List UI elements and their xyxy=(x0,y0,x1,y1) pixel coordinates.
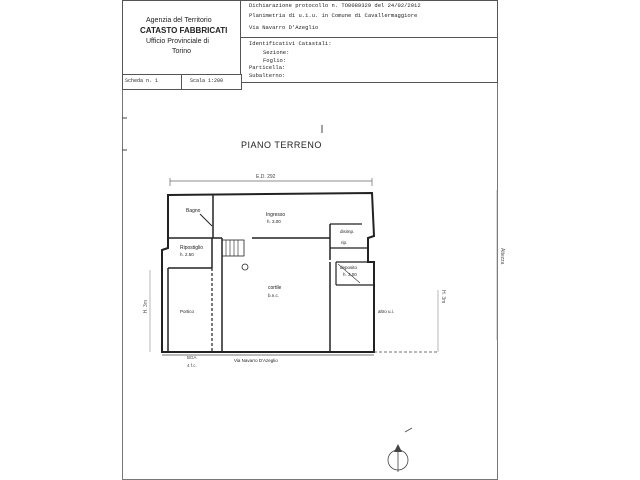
address-text: Via Navarro D'Azeglio xyxy=(249,24,319,31)
scheda-number: Scheda n. 1 xyxy=(125,78,159,84)
ident-label: Identificativi Catastali: xyxy=(249,40,332,47)
dim-bottom-left2: 4 f.c. xyxy=(187,363,197,368)
particella-label: Particella: xyxy=(249,64,286,71)
room-ingresso: Ingresso xyxy=(266,212,286,218)
scale-ratio: Scala 1:200 xyxy=(190,78,224,84)
dim-bottom-left: BGA xyxy=(187,355,197,360)
agency-line1: Agenzia del Territorio xyxy=(146,17,212,24)
room-altro: altro u.i. xyxy=(378,309,395,314)
subalterno-label: Subalterno: xyxy=(249,72,286,79)
room-ingresso-height: h. 3.00 xyxy=(267,219,281,224)
room-deposito-height: h. 3.00 xyxy=(343,272,357,277)
plan-description: Planimetria di u.i.u. in Comune di Cavallermaggiore xyxy=(249,12,418,19)
room-disimpegno: disimp. xyxy=(340,229,355,234)
staircase xyxy=(222,240,244,256)
protocol-text: Dichiarazione protocollo n. TO0089329 del 24/02/2012 xyxy=(249,2,421,9)
room-ripostiglio-height: h. 2.50 xyxy=(180,252,194,257)
room-cortile: cortile xyxy=(268,285,282,291)
agency-line2: CATASTO FABBRICATI xyxy=(140,26,228,35)
bagno-diagonal xyxy=(200,214,212,226)
ns-marker xyxy=(405,428,412,432)
room-cortile-sub: b.n.c. xyxy=(268,293,280,298)
room-portico: Portico xyxy=(180,309,195,314)
north-arrow-head xyxy=(394,444,402,452)
room-ripostiglio-2: rip. xyxy=(341,240,348,245)
dim-side-label: H. 3m xyxy=(440,290,446,304)
agency-line3: Ufficio Provinciale di xyxy=(146,38,209,45)
plan-title: PIANO TERRENO xyxy=(241,140,322,150)
room-deposito: deposito xyxy=(340,265,358,270)
dim-top-label: E.D. 292 xyxy=(256,174,276,180)
room-bagno: Bagno xyxy=(186,208,201,214)
dim-left-label: H. 3m xyxy=(143,300,149,314)
agency-city: Torino xyxy=(172,48,192,55)
street-label: Via Navarro D'Azeglio xyxy=(234,358,278,363)
dim-right-label: Altezza xyxy=(499,248,505,265)
foglio-label: Foglio: xyxy=(263,57,287,64)
stair-symbol xyxy=(242,264,248,270)
room-ripostiglio: Ripostiglio xyxy=(180,245,204,251)
sezione-label: Sezione: xyxy=(263,49,290,56)
